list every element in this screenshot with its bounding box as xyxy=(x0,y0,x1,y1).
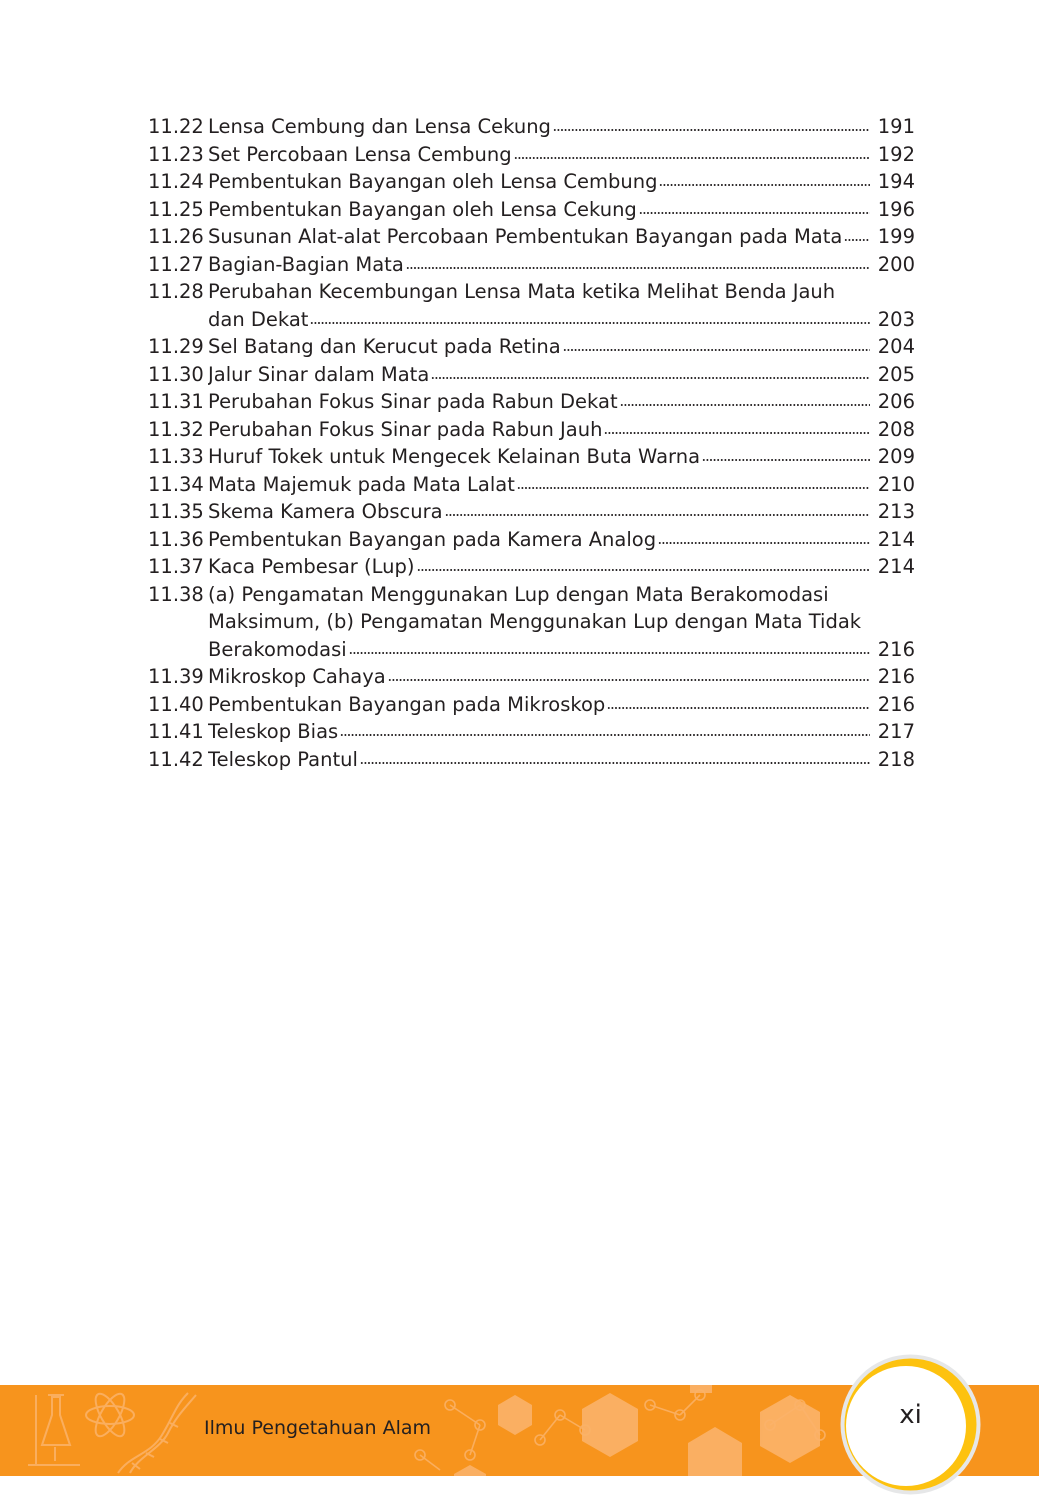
toc-title: (a) Pengamatan Menggunakan Lup dengan Mata Berakomodasi xyxy=(208,582,829,606)
dot-leader xyxy=(388,679,870,681)
dot-leader xyxy=(310,322,869,324)
toc-title: Pembentukan Bayangan pada Kamera Analog xyxy=(208,527,657,551)
toc-page-number: 214 xyxy=(877,555,915,578)
dot-leader xyxy=(702,459,870,461)
toc-number: 11.39 xyxy=(148,665,204,688)
toc-title: Jalur Sinar dalam Mata xyxy=(208,362,430,386)
toc-page-number: 208 xyxy=(877,417,915,441)
toc-page-number: 210 xyxy=(877,472,915,496)
dot-leader xyxy=(340,734,870,736)
toc-page-number: 216 xyxy=(877,665,915,688)
dot-leader xyxy=(563,349,870,351)
toc-title: Pembentukan Bayangan oleh Lensa Cembung xyxy=(208,170,658,193)
toc-number: 11.23 xyxy=(148,142,204,166)
toc-page-number: 216 xyxy=(877,692,915,716)
toc-page-number: 213 xyxy=(877,500,915,523)
toc-title: Pembentukan Bayangan pada Mikroskop xyxy=(208,692,606,716)
toc-title: Sel Batang dan Kerucut pada Retina xyxy=(208,335,561,358)
toc-entry[interactable] xyxy=(148,333,915,361)
toc-number: 11.34 xyxy=(148,472,204,496)
toc-entry[interactable] xyxy=(148,141,915,169)
toc-entry[interactable] xyxy=(148,361,915,389)
toc-page-number: 217 xyxy=(877,720,915,743)
toc-number: 11.29 xyxy=(148,335,204,358)
toc-number: 11.30 xyxy=(148,362,204,386)
toc-page-number: 214 xyxy=(877,527,915,551)
book-title: Ilmu Pengetahuan Alam xyxy=(204,1417,432,1439)
toc-title: Kaca Pembesar (Lup) xyxy=(208,555,415,578)
dot-leader xyxy=(360,762,870,764)
dot-leader xyxy=(445,514,870,516)
toc-number: 11.24 xyxy=(148,170,204,193)
dot-leader xyxy=(659,184,869,186)
toc-number: 11.37 xyxy=(148,555,204,578)
toc-entry[interactable] xyxy=(148,443,915,471)
toc-title: Susunan Alat-alat Percobaan Pembentukan Bayangan pada Mata xyxy=(208,225,843,248)
dot-leader xyxy=(620,404,870,406)
toc-entry[interactable] xyxy=(148,388,915,416)
toc-page-number: 194 xyxy=(877,170,915,193)
dot-leader xyxy=(349,652,870,654)
toc-number: 11.25 xyxy=(148,197,204,221)
dot-leader xyxy=(553,129,870,131)
toc-title: Perubahan Kecembungan Lensa Mata ketika Melihat Benda Jauh xyxy=(208,280,836,303)
toc-page-number: 216 xyxy=(877,637,915,661)
table-of-contents xyxy=(148,113,915,773)
dot-leader xyxy=(607,707,869,709)
toc-title: Lensa Cembung dan Lensa Cekung xyxy=(208,115,551,138)
dot-leader xyxy=(639,212,870,214)
toc-entry[interactable] xyxy=(148,718,915,746)
toc-number: 11.27 xyxy=(148,252,204,276)
dot-leader xyxy=(406,267,870,269)
toc-entry[interactable] xyxy=(148,251,915,279)
toc-entry[interactable] xyxy=(148,553,915,581)
toc-page-number: 218 xyxy=(877,747,915,771)
toc-page-number: 196 xyxy=(877,197,915,221)
toc-number: 11.42 xyxy=(148,747,204,771)
toc-title: Perubahan Fokus Sinar pada Rabun Dekat xyxy=(208,390,618,413)
toc-title: Huruf Tokek untuk Mengecek Kelainan Buta Warna xyxy=(208,445,701,468)
toc-page-number: 204 xyxy=(877,335,915,358)
toc-entry[interactable] xyxy=(148,416,915,444)
toc-title: Mata Majemuk pada Mata Lalat xyxy=(208,472,515,496)
toc-entry[interactable] xyxy=(148,498,915,526)
toc-page-number: 205 xyxy=(877,362,915,386)
toc-title: Pembentukan Bayangan oleh Lensa Cekung xyxy=(208,197,637,221)
toc-number: 11.41 xyxy=(148,720,204,743)
toc-number: 11.35 xyxy=(148,500,204,523)
dot-leader xyxy=(844,239,869,241)
toc-number: 11.32 xyxy=(148,417,204,441)
toc-number: 11.33 xyxy=(148,445,204,468)
dot-leader xyxy=(514,157,870,159)
toc-page-number: 206 xyxy=(877,390,915,413)
toc-entry[interactable] xyxy=(148,223,915,251)
toc-title: Berakomodasi xyxy=(208,637,347,661)
toc-entry[interactable] xyxy=(148,663,915,691)
toc-title: Teleskop Pantul xyxy=(208,747,358,771)
toc-number: 11.38 xyxy=(148,582,204,606)
toc-entry[interactable] xyxy=(148,278,915,333)
toc-entry[interactable] xyxy=(148,168,915,196)
toc-title: Skema Kamera Obscura xyxy=(208,500,443,523)
toc-title: Bagian-Bagian Mata xyxy=(208,252,404,276)
toc-page-number: 209 xyxy=(877,445,915,468)
toc-number: 11.26 xyxy=(148,225,204,248)
toc-entry[interactable] xyxy=(148,526,915,554)
toc-title: Maksimum, (b) Pengamatan Menggunakan Lup dengan Mata Tidak xyxy=(208,610,862,633)
toc-entry[interactable] xyxy=(148,113,915,141)
toc-title: Perubahan Fokus Sinar pada Rabun Jauh xyxy=(208,417,603,441)
toc-page-number: 192 xyxy=(877,142,915,166)
toc-title: Mikroskop Cahaya xyxy=(208,665,386,688)
toc-number: 11.22 xyxy=(148,115,204,138)
toc-title: Set Percobaan Lensa Cembung xyxy=(208,142,512,166)
toc-page-number: 203 xyxy=(877,307,915,331)
toc-entry[interactable] xyxy=(148,196,915,224)
toc-number: 11.31 xyxy=(148,390,204,413)
dot-leader xyxy=(604,432,869,434)
toc-number: 11.40 xyxy=(148,692,204,716)
toc-entry[interactable] xyxy=(148,691,915,719)
toc-entry[interactable] xyxy=(148,471,915,499)
toc-title: dan Dekat xyxy=(208,307,309,331)
toc-number: 11.28 xyxy=(148,280,204,303)
toc-number: 11.36 xyxy=(148,527,204,551)
toc-page-number: 191 xyxy=(877,115,915,138)
dot-leader xyxy=(658,542,870,544)
dot-leader xyxy=(431,377,869,379)
page-number: xi xyxy=(899,1400,922,1430)
dot-leader xyxy=(517,487,870,489)
toc-entry[interactable] xyxy=(148,746,915,774)
dot-leader xyxy=(417,569,870,571)
toc-title: Teleskop Bias xyxy=(208,720,339,743)
toc-page-number: 199 xyxy=(877,225,915,248)
toc-entry[interactable] xyxy=(148,581,915,664)
toc-page-number: 200 xyxy=(877,252,915,276)
